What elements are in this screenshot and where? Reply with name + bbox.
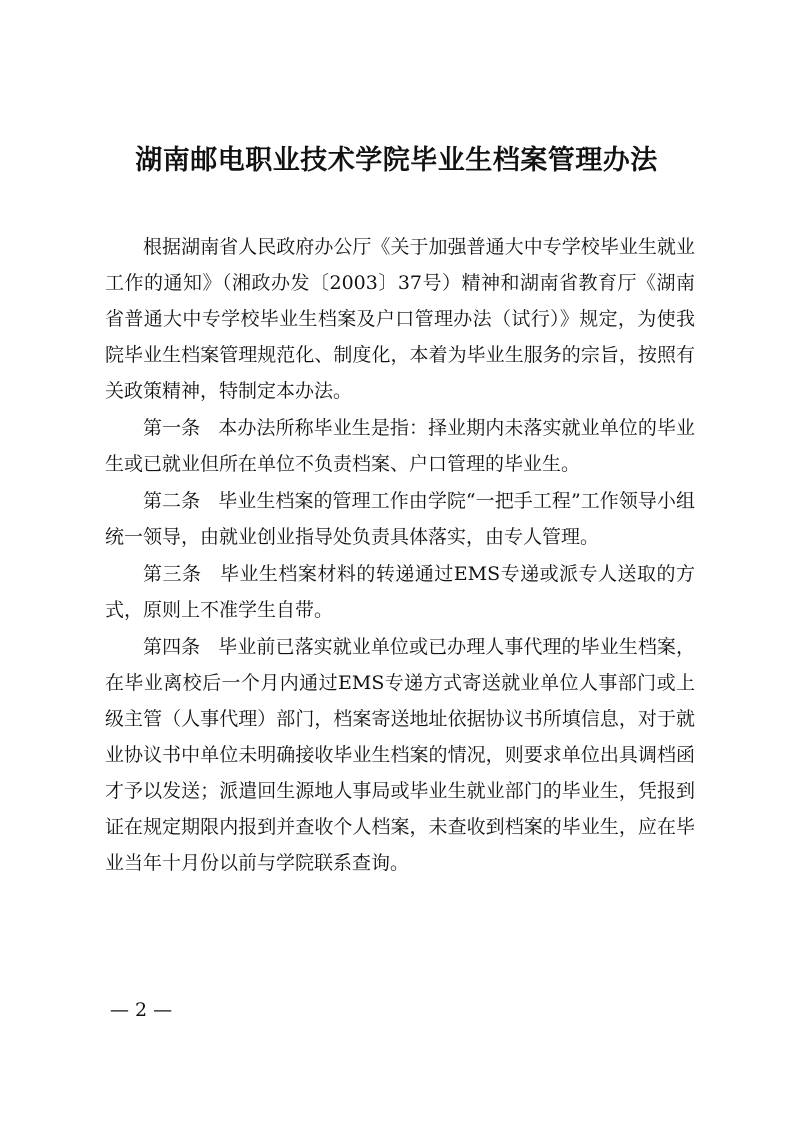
article-label: 第三条 <box>143 563 202 585</box>
document-body <box>105 229 695 881</box>
article-1 <box>105 410 695 482</box>
preamble-paragraph: 根据湖南省人民政府办公厅《关于加强普通大中专学校毕业生就业工作的通知》（湘政办发〔2003〕37号）精神和湖南省教育厅《湖南省普通大中专学校毕业生档案及户口管理办法（试行）》规定，为使我院毕业生档案管理规范化、制度化，本着为毕业生服务的宗旨，按照有关政策精神，特制定本办法。 <box>105 236 695 402</box>
article-label: 第一条 <box>143 417 201 439</box>
article-label: 第四条 <box>143 636 201 658</box>
document-title: 湖南邮电职业技术学院毕业生档案管理办法 <box>135 145 658 176</box>
article-3 <box>105 556 695 628</box>
article-2 <box>105 483 695 555</box>
article-text: 本办法所称毕业生是指：择业期内未落实就业单位的毕业生或已就业但所在单位不负责档案、户口管理的毕业生。 <box>105 417 695 475</box>
article-text: 毕业生档案材料的转递通过EMS专递或派专人送取的方式，原则上不准学生自带。 <box>105 563 695 621</box>
article-label: 第二条 <box>143 490 201 512</box>
page-number: — 2 — <box>110 999 173 1021</box>
article-text: 毕业前已落实就业单位或已办理人事代理的毕业生档案，在毕业离校后一个月内通过EMS专递方式寄送就业单位人事部门或上级主管（人事代理）部门，档案寄送地址依据协议书所填信息，对于就业协议书中单位未明确接收毕业生档案的情况，则要求单位出具调档函才予以发送；派遣回生源地人事局或毕业生就业部门的毕业生，凭报到证在规定期限内报到并查收个人档案，未查收到档案的毕业生，应在毕业当年十月份以前与学院联系查询。 <box>105 636 695 874</box>
article-text: 毕业生档案的管理工作由学院“一把手工程”工作领导小组统一领导，由就业创业指导处负责具体落实，由专人管理。 <box>105 490 695 548</box>
article-4 <box>105 629 695 881</box>
